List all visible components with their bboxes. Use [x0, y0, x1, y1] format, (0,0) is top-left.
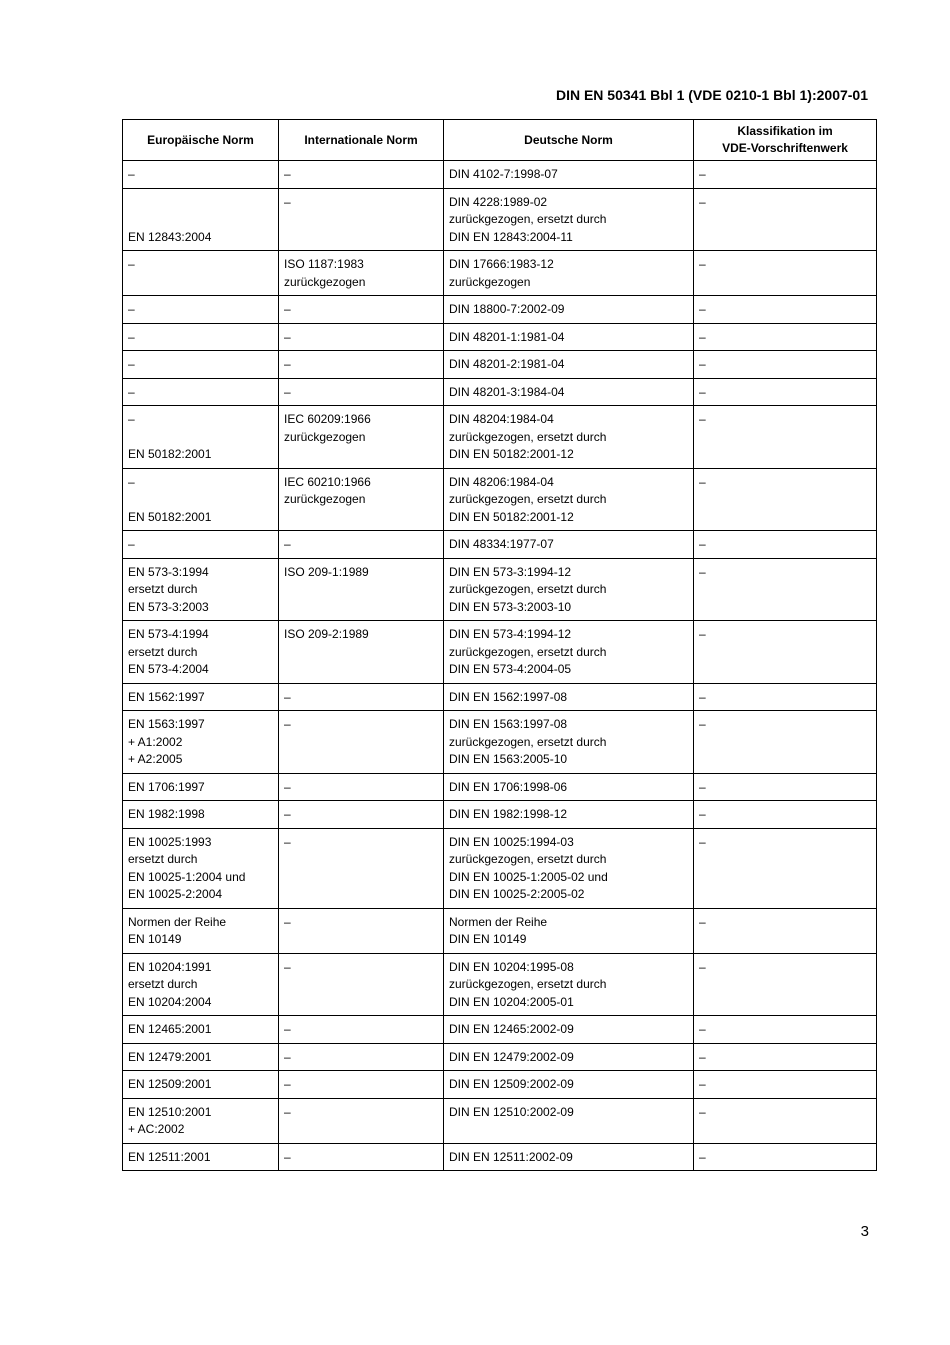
- cell-vde-classification: [694, 161, 877, 189]
- cell-international-norm: [279, 801, 444, 829]
- table-row: [123, 1071, 877, 1099]
- cell-line: –: [699, 384, 706, 399]
- cell-line: DIN 4102-7:1998-07: [449, 167, 558, 181]
- cell-german-norm: [444, 378, 694, 406]
- cell-line: DIN EN 12509:2002-09: [449, 1077, 574, 1091]
- cell-international-norm: [279, 683, 444, 711]
- cell-line: DIN EN 50182:2001-12: [449, 447, 574, 461]
- cell-european-norm: [123, 161, 279, 189]
- cell-vde-classification: [694, 296, 877, 324]
- cell-european-norm: [123, 683, 279, 711]
- cell-line: –: [699, 537, 706, 551]
- cell-line: –: [128, 537, 135, 551]
- cell-line: EN 12479:2001: [128, 1049, 212, 1064]
- cell-line: EN 10025-1:2004 und: [128, 869, 246, 884]
- cell-line: DIN 17666:1983-12: [449, 257, 554, 271]
- cell-line: EN 1706:1997: [128, 779, 205, 794]
- cell-international-norm: [279, 531, 444, 559]
- cell-line: –: [699, 167, 706, 181]
- cell-line: –: [128, 412, 135, 426]
- cell-line: –: [699, 194, 706, 209]
- cell-line: –: [128, 329, 135, 344]
- cell-vde-classification: [694, 1143, 877, 1171]
- cell-line: zurückgezogen: [284, 429, 366, 444]
- cell-german-norm: [444, 908, 694, 953]
- cell-line: DIN EN 573-3:2003-10: [449, 599, 572, 614]
- cell-european-norm: [123, 1016, 279, 1044]
- cell-line: EN 1562:1997: [128, 689, 205, 704]
- cell-vde-classification: [694, 531, 877, 559]
- cell-line: –: [284, 779, 291, 794]
- cell-european-norm: [123, 773, 279, 801]
- table-row: [123, 161, 877, 189]
- cell-line: –: [699, 302, 706, 316]
- cell-international-norm: [279, 828, 444, 908]
- cell-line: [128, 194, 273, 212]
- page-number: 3: [860, 1223, 869, 1240]
- column-header-line: Klassifikation im: [737, 124, 833, 138]
- cell-line: –: [699, 257, 706, 271]
- cell-international-norm: [279, 161, 444, 189]
- table-row: [123, 828, 877, 908]
- cell-european-norm: [123, 801, 279, 829]
- cell-line: EN 50182:2001: [128, 447, 212, 461]
- cell-line: –: [284, 302, 291, 316]
- cell-line: –: [284, 834, 291, 849]
- cell-line: + A2:2005: [128, 752, 183, 766]
- cell-line: zurückgezogen, ersetzt durch: [449, 212, 607, 226]
- cell-international-norm: [279, 378, 444, 406]
- cell-line: + AC:2002: [128, 1122, 185, 1136]
- cell-european-norm: [123, 1043, 279, 1071]
- cell-line: IEC 60210:1966: [284, 474, 371, 489]
- cell-line: zurückgezogen, ersetzt durch: [449, 492, 607, 506]
- cell-line: Normen der Reihe: [449, 914, 548, 929]
- table-row: [123, 801, 877, 829]
- cell-line: –: [128, 257, 135, 271]
- cell-german-norm: [444, 558, 694, 621]
- cell-line: –: [284, 717, 291, 731]
- cell-line: EN 573-3:2003: [128, 599, 209, 614]
- table-row: [123, 908, 877, 953]
- cell-line: DIN EN 573-4:1994-12: [449, 627, 572, 641]
- column-header-line: Europäische Norm: [147, 132, 254, 147]
- cell-line: DIN EN 12465:2002-09: [449, 1022, 574, 1036]
- cell-line: zurückgezogen, ersetzt durch: [449, 734, 607, 749]
- table-row: [123, 1043, 877, 1071]
- cell-line: EN 1982:1998: [128, 807, 205, 821]
- cell-line: EN 573-4:2004: [128, 662, 209, 676]
- cell-line: –: [699, 779, 706, 794]
- cell-german-norm: [444, 1016, 694, 1044]
- cell-line: DIN EN 10025-2:2005-02: [449, 887, 585, 901]
- cell-international-norm: [279, 188, 444, 251]
- cell-line: EN 12510:2001: [128, 1104, 212, 1119]
- cell-german-norm: [444, 1143, 694, 1171]
- cell-european-norm: [123, 296, 279, 324]
- cell-line: –: [699, 329, 706, 344]
- cell-line: [128, 491, 273, 509]
- cell-international-norm: [279, 711, 444, 774]
- cell-line: –: [699, 1149, 706, 1164]
- column-header-european-norm: [123, 120, 279, 161]
- cell-line: DIN EN 12510:2002-09: [449, 1104, 574, 1119]
- cell-line: –: [699, 834, 706, 849]
- cell-vde-classification: [694, 621, 877, 684]
- cell-vde-classification: [694, 378, 877, 406]
- cell-european-norm: [123, 323, 279, 351]
- table-row: [123, 683, 877, 711]
- table-row: [123, 1143, 877, 1171]
- cell-european-norm: [123, 558, 279, 621]
- table-header-row: [123, 120, 877, 161]
- cell-german-norm: [444, 621, 694, 684]
- cell-line: Normen der Reihe: [128, 914, 227, 929]
- cell-line: EN 1563:1997: [128, 717, 205, 731]
- cell-international-norm: [279, 251, 444, 296]
- cell-european-norm: [123, 1098, 279, 1143]
- column-header-line: Internationale Norm: [304, 132, 418, 147]
- cell-line: –: [699, 1049, 706, 1064]
- cell-vde-classification: [694, 468, 877, 531]
- cell-vde-classification: [694, 801, 877, 829]
- cell-line: zurückgezogen, ersetzt durch: [449, 582, 607, 596]
- cell-line: –: [284, 1022, 291, 1036]
- cell-line: [128, 429, 273, 447]
- table-row: [123, 1098, 877, 1143]
- cell-line: –: [284, 357, 291, 371]
- cell-european-norm: [123, 711, 279, 774]
- cell-international-norm: [279, 1016, 444, 1044]
- cell-international-norm: [279, 323, 444, 351]
- cell-line: EN 10025:1993: [128, 834, 212, 849]
- cell-vde-classification: [694, 406, 877, 469]
- cell-vde-classification: [694, 828, 877, 908]
- table-row: [123, 621, 877, 684]
- table-row: [123, 953, 877, 1016]
- cell-line: zurückgezogen: [449, 274, 531, 289]
- cell-international-norm: [279, 406, 444, 469]
- cell-line: DIN EN 1563:2005-10: [449, 752, 568, 766]
- cell-line: EN 12843:2004: [128, 229, 212, 244]
- cell-german-norm: [444, 531, 694, 559]
- cell-international-norm: [279, 1071, 444, 1099]
- cell-international-norm: [279, 296, 444, 324]
- cell-line: –: [284, 1049, 291, 1064]
- cell-international-norm: [279, 908, 444, 953]
- cell-vde-classification: [694, 683, 877, 711]
- cell-line: DIN EN 573-4:2004-05: [449, 662, 572, 676]
- cell-european-norm: [123, 621, 279, 684]
- cell-german-norm: [444, 711, 694, 774]
- cell-line: ersetzt durch: [128, 977, 198, 991]
- table-row: [123, 773, 877, 801]
- cell-international-norm: [279, 1143, 444, 1171]
- cell-international-norm: [279, 1098, 444, 1143]
- column-header-line: VDE-Vorschriftenwerk: [722, 141, 848, 155]
- cell-line: DIN EN 1706:1998-06: [449, 779, 568, 794]
- cell-line: + A1:2002: [128, 734, 183, 749]
- cell-german-norm: [444, 953, 694, 1016]
- cell-line: zurückgezogen: [284, 492, 366, 506]
- cell-german-norm: [444, 323, 694, 351]
- cell-line: EN 10204:2004: [128, 994, 212, 1009]
- cell-line: DIN EN 10025-1:2005-02 und: [449, 869, 608, 884]
- cell-line: DIN 48201-1:1981-04: [449, 329, 565, 344]
- cell-line: –: [699, 959, 706, 974]
- cell-line: DIN 48206:1984-04: [449, 474, 554, 489]
- cell-european-norm: [123, 468, 279, 531]
- column-header-line: Deutsche Norm: [524, 132, 613, 147]
- cell-european-norm: [123, 531, 279, 559]
- cell-line: DIN 4228:1989-02: [449, 194, 548, 209]
- cell-line: –: [284, 1104, 291, 1119]
- cell-international-norm: [279, 468, 444, 531]
- cell-line: DIN 48201-3:1984-04: [449, 384, 565, 399]
- cell-vde-classification: [694, 251, 877, 296]
- cell-vde-classification: [694, 351, 877, 379]
- cell-german-norm: [444, 406, 694, 469]
- document-title: DIN EN 50341 Bbl 1 (VDE 0210-1 Bbl 1):2007-01: [555, 87, 868, 103]
- cell-line: –: [128, 474, 135, 489]
- cell-line: –: [284, 689, 291, 704]
- cell-line: EN 12465:2001: [128, 1022, 212, 1036]
- table-body: [123, 161, 877, 1171]
- cell-line: DIN EN 573-3:1994-12: [449, 564, 572, 579]
- cell-european-norm: [123, 251, 279, 296]
- cell-line: EN 12511:2001: [128, 1149, 211, 1164]
- cell-line: –: [284, 1149, 291, 1164]
- table-row: [123, 558, 877, 621]
- cell-vde-classification: [694, 1016, 877, 1044]
- cell-vde-classification: [694, 1098, 877, 1143]
- table-row: [123, 406, 877, 469]
- cell-line: DIN EN 12479:2002-09: [449, 1049, 574, 1064]
- table-row: [123, 378, 877, 406]
- cell-line: IEC 60209:1966: [284, 412, 371, 426]
- cell-line: DIN EN 12843:2004-11: [449, 229, 573, 244]
- cell-line: DIN EN 1562:1997-08: [449, 689, 568, 704]
- cell-european-norm: [123, 908, 279, 953]
- cell-european-norm: [123, 351, 279, 379]
- cell-line: DIN EN 10204:1995-08: [449, 959, 574, 974]
- standards-table: [122, 119, 877, 1171]
- table-row: [123, 188, 877, 251]
- cell-line: ISO 209-2:1989: [284, 627, 369, 641]
- cell-line: EN 573-3:1994: [128, 564, 209, 579]
- table-row: [123, 1016, 877, 1044]
- table-row: [123, 251, 877, 296]
- cell-line: EN 10204:1991: [128, 959, 212, 974]
- cell-line: –: [284, 537, 291, 551]
- cell-line: DIN 48334:1977-07: [449, 537, 554, 551]
- cell-line: DIN 48204:1984-04: [449, 412, 554, 426]
- cell-german-norm: [444, 468, 694, 531]
- cell-line: –: [699, 1077, 706, 1091]
- cell-international-norm: [279, 558, 444, 621]
- column-header-international-norm: [279, 120, 444, 161]
- cell-line: ISO 209-1:1989: [284, 564, 369, 579]
- cell-line: –: [284, 807, 291, 821]
- cell-line: EN 12509:2001: [128, 1077, 212, 1091]
- cell-vde-classification: [694, 323, 877, 351]
- cell-german-norm: [444, 161, 694, 189]
- cell-line: zurückgezogen, ersetzt durch: [449, 852, 607, 866]
- cell-line: –: [284, 384, 291, 399]
- cell-line: –: [699, 627, 706, 641]
- cell-international-norm: [279, 953, 444, 1016]
- cell-line: zurückgezogen, ersetzt durch: [449, 644, 607, 659]
- cell-european-norm: [123, 188, 279, 251]
- cell-line: DIN EN 1982:1998-12: [449, 807, 568, 821]
- cell-vde-classification: [694, 188, 877, 251]
- cell-line: EN 10149: [128, 932, 182, 946]
- cell-line: DIN EN 10204:2005-01: [449, 994, 574, 1009]
- cell-german-norm: [444, 1071, 694, 1099]
- cell-german-norm: [444, 351, 694, 379]
- table-row: [123, 531, 877, 559]
- cell-line: –: [128, 357, 135, 371]
- cell-line: –: [699, 1022, 706, 1036]
- cell-line: –: [284, 959, 291, 974]
- cell-line: EN 50182:2001: [128, 509, 212, 524]
- cell-line: DIN EN 50182:2001-12: [449, 509, 574, 524]
- cell-vde-classification: [694, 558, 877, 621]
- cell-line: ersetzt durch: [128, 644, 198, 659]
- cell-international-norm: [279, 351, 444, 379]
- cell-european-norm: [123, 1143, 279, 1171]
- cell-european-norm: [123, 953, 279, 1016]
- cell-line: ersetzt durch: [128, 582, 198, 596]
- cell-line: zurückgezogen: [284, 274, 366, 289]
- cell-german-norm: [444, 683, 694, 711]
- cell-vde-classification: [694, 908, 877, 953]
- cell-vde-classification: [694, 1071, 877, 1099]
- table-row: [123, 468, 877, 531]
- cell-german-norm: [444, 828, 694, 908]
- table-row: [123, 351, 877, 379]
- cell-line: zurückgezogen, ersetzt durch: [449, 977, 607, 991]
- table-row: [123, 323, 877, 351]
- cell-line: [128, 211, 273, 229]
- cell-line: ISO 1187:1983: [284, 257, 364, 271]
- cell-line: EN 573-4:1994: [128, 627, 209, 641]
- cell-german-norm: [444, 188, 694, 251]
- cell-line: DIN 48201-2:1981-04: [449, 357, 565, 371]
- cell-european-norm: [123, 828, 279, 908]
- cell-line: –: [699, 914, 706, 929]
- table-row: [123, 711, 877, 774]
- cell-german-norm: [444, 296, 694, 324]
- cell-european-norm: [123, 1071, 279, 1099]
- cell-german-norm: [444, 1098, 694, 1143]
- cell-line: DIN EN 10025:1994-03: [449, 834, 574, 849]
- cell-line: –: [699, 474, 706, 489]
- cell-german-norm: [444, 801, 694, 829]
- cell-international-norm: [279, 1043, 444, 1071]
- cell-line: –: [284, 914, 291, 929]
- cell-line: –: [699, 564, 706, 579]
- cell-german-norm: [444, 251, 694, 296]
- cell-european-norm: [123, 378, 279, 406]
- cell-vde-classification: [694, 953, 877, 1016]
- cell-german-norm: [444, 1043, 694, 1071]
- cell-line: –: [284, 167, 291, 181]
- column-header-vde-classification: [694, 120, 877, 161]
- cell-international-norm: [279, 621, 444, 684]
- cell-line: DIN 18800-7:2002-09: [449, 302, 565, 316]
- cell-international-norm: [279, 773, 444, 801]
- cell-vde-classification: [694, 711, 877, 774]
- cell-german-norm: [444, 773, 694, 801]
- cell-line: –: [284, 329, 291, 344]
- table-row: [123, 296, 877, 324]
- cell-line: –: [699, 807, 706, 821]
- column-header-german-norm: [444, 120, 694, 161]
- cell-line: –: [699, 357, 706, 371]
- cell-line: DIN EN 1563:1997-08: [449, 717, 568, 731]
- cell-line: DIN EN 10149: [449, 932, 527, 946]
- cell-line: –: [284, 194, 291, 209]
- cell-line: ersetzt durch: [128, 852, 198, 866]
- cell-line: –: [699, 717, 706, 731]
- cell-european-norm: [123, 406, 279, 469]
- cell-line: –: [699, 412, 706, 426]
- cell-vde-classification: [694, 773, 877, 801]
- cell-line: –: [699, 1104, 706, 1119]
- cell-line: zurückgezogen, ersetzt durch: [449, 429, 607, 444]
- cell-line: DIN EN 12511:2002-09: [449, 1149, 573, 1164]
- cell-line: –: [284, 1077, 291, 1091]
- cell-line: –: [128, 302, 135, 316]
- cell-line: –: [699, 689, 706, 704]
- cell-line: EN 10025-2:2004: [128, 887, 223, 901]
- cell-line: –: [128, 167, 135, 181]
- cell-vde-classification: [694, 1043, 877, 1071]
- table-header: [123, 120, 877, 161]
- cell-line: –: [128, 384, 135, 399]
